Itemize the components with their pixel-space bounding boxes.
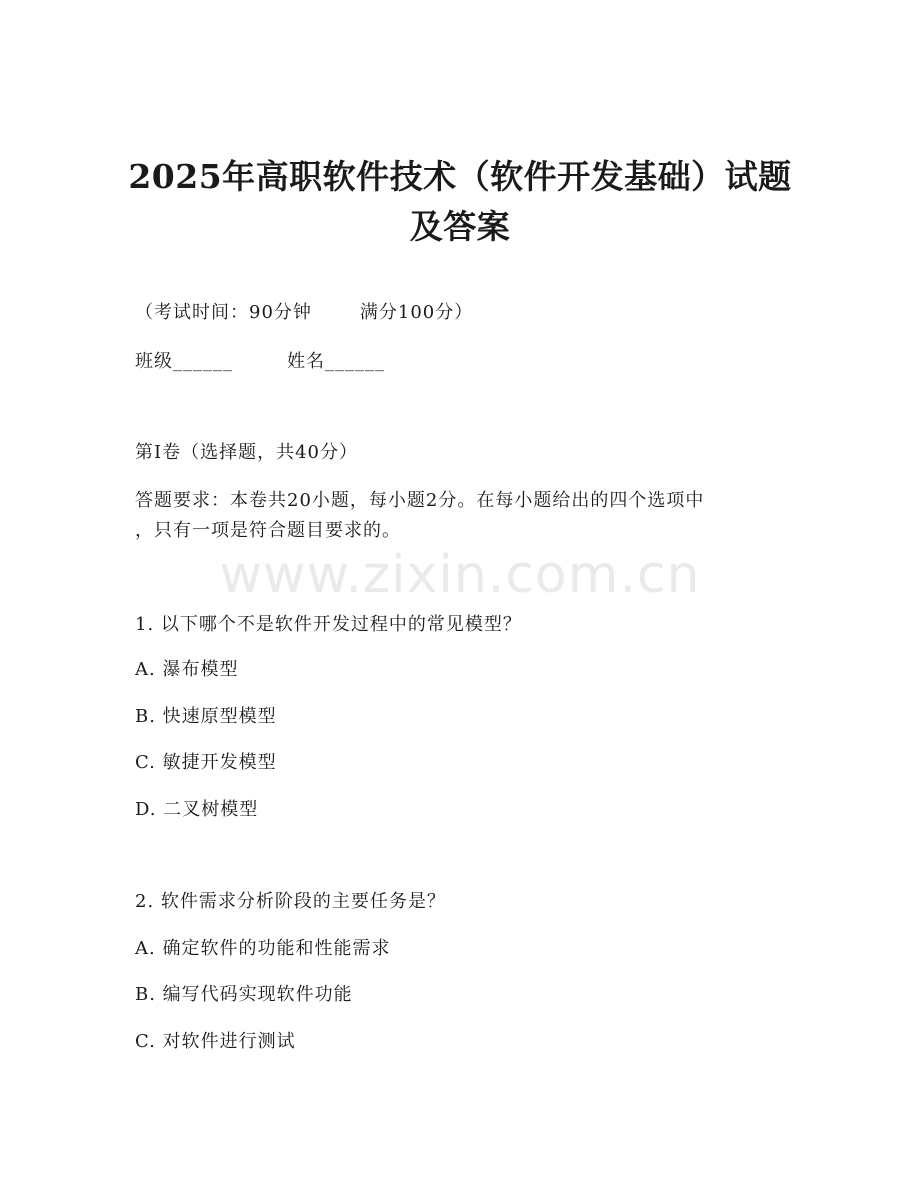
- question-1-option-d: D. 二叉树模型: [135, 799, 259, 820]
- question-2-option-a: A. 确定软件的功能和性能需求: [135, 938, 391, 959]
- student-fields: [135, 349, 385, 375]
- question-2-option-b: B. 编写代码实现软件功能: [135, 984, 353, 1005]
- question-1-option-a: A. 瀑布模型: [135, 659, 239, 680]
- question-2-option-c: C. 对软件进行测试: [135, 1031, 296, 1052]
- instructions-line1: 答题要求：本卷共20小题，每小题2分。在每小题给出的四个选项中: [135, 490, 705, 511]
- question-1-option-c: C. 敏捷开发模型: [135, 752, 277, 773]
- watermark: www.zixin.com.cn: [219, 545, 701, 605]
- question-1-stem: 1. 以下哪个不是软件开发过程中的常见模型？: [135, 614, 522, 635]
- doc-title-line2: 及答案: [409, 207, 511, 246]
- section-heading: 第I卷（选择题，共40分）: [135, 442, 359, 463]
- question-2-stem: 2. 软件需求分析阶段的主要任务是？: [135, 891, 446, 912]
- exam-time: （考试时间：90分钟: [135, 302, 312, 323]
- question-1-option-b: B. 快速原型模型: [135, 706, 277, 727]
- class-field: 班级______: [135, 351, 233, 372]
- exam-score: 满分100分）: [359, 302, 474, 323]
- exam-info: [135, 300, 473, 326]
- doc-title-line1: 2025年高职软件技术（软件开发基础）试题: [128, 157, 792, 196]
- instructions-line2: ，只有一项是符合题目要求的。: [135, 520, 401, 541]
- name-field: 姓名______: [287, 351, 385, 372]
